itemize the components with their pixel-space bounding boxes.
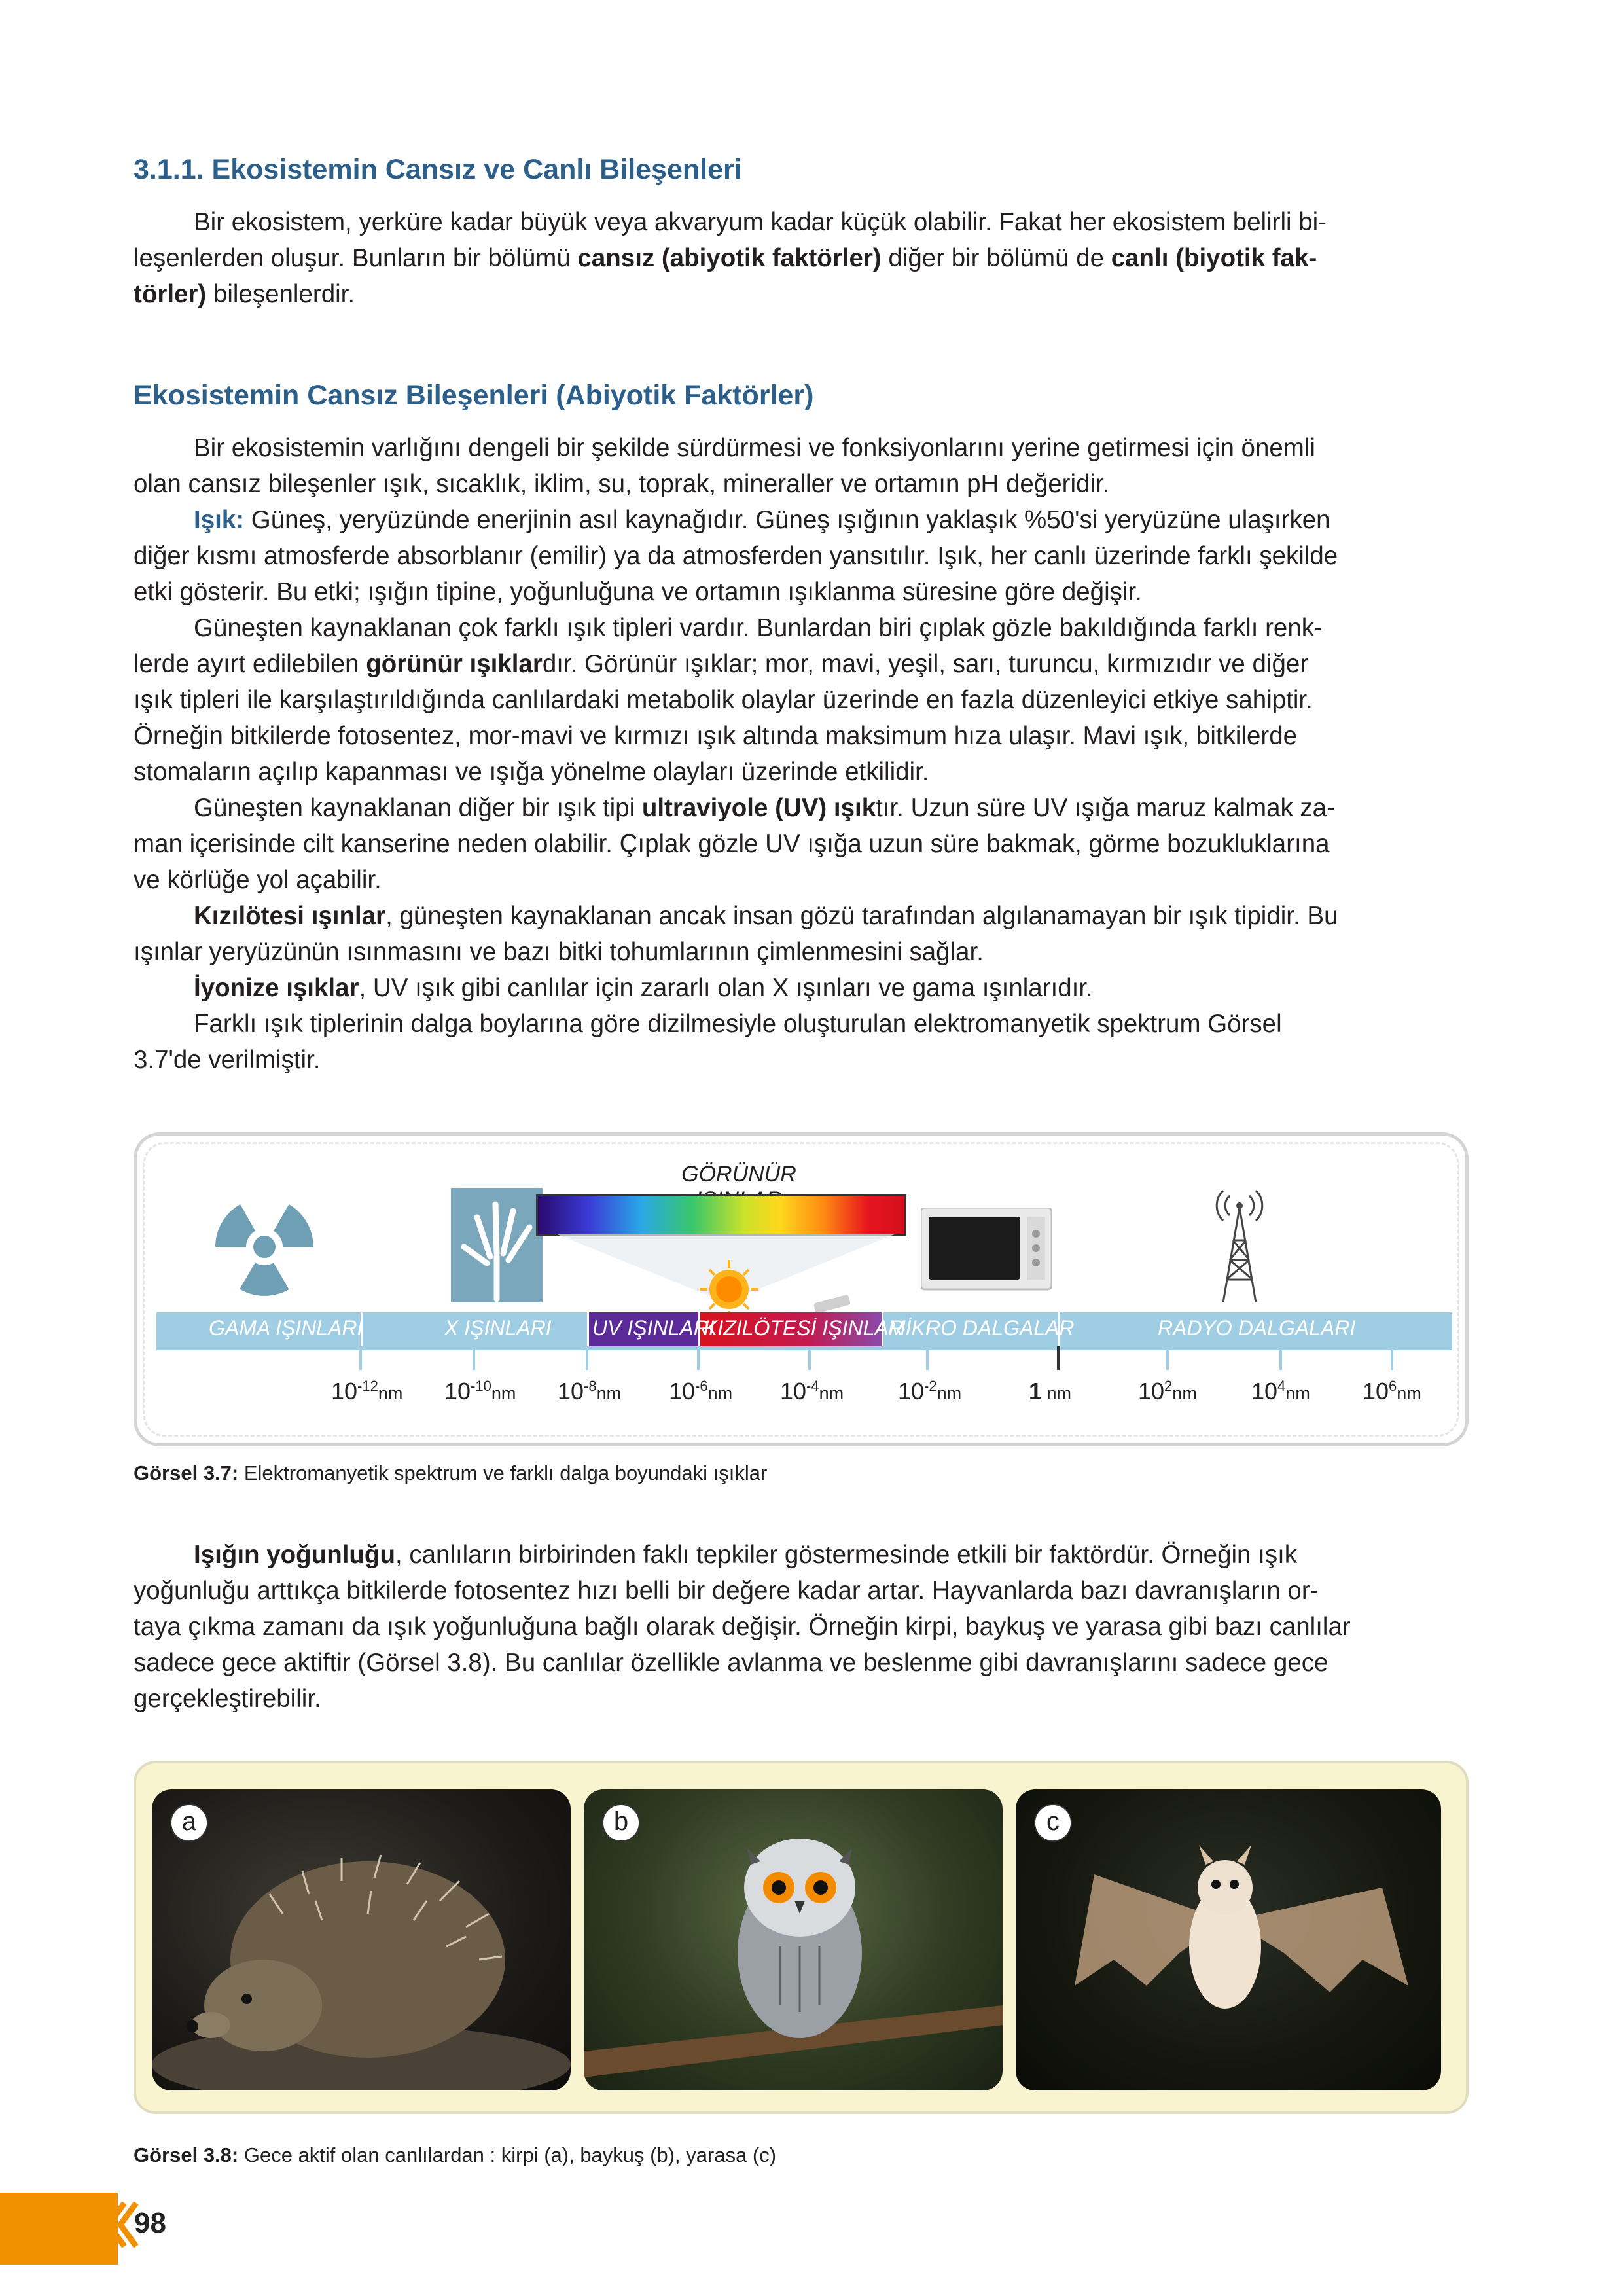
isik-term: Işık: — [194, 506, 245, 534]
microwave-icon — [921, 1208, 1052, 1293]
abiotic-line-1: Bir ekosistemin varlığını dengeli bir şekilde sürdürmesi ve fonksiyonlarını yerine getirmesi için önemli — [194, 434, 1315, 462]
page-tab — [0, 2193, 118, 2265]
band-label-uv: UV IŞINLARI — [592, 1316, 715, 1340]
axis-tick — [1166, 1346, 1169, 1370]
band-label-microwave: MİKRO DALGALAR — [888, 1316, 1075, 1340]
label-b: b — [602, 1804, 640, 1842]
uv-term: ultraviyole (UV) ışık — [641, 794, 876, 822]
subsection-title: Ekosistemin Cansız Bileşenleri (Abiyotik Faktörler) — [134, 380, 814, 411]
visible-spectrum-bar — [536, 1194, 906, 1236]
intensity-line-3: taya çıkma zamanı da ışık yoğunluğuna bağlı olarak değişir. Örneğin kirpi, baykuş ve yarasa gibi bazı canlılar — [134, 1613, 1351, 1641]
axis-tick — [1279, 1346, 1282, 1370]
radio-tower-icon — [1210, 1181, 1269, 1306]
abiotic-line-2: olan cansız bileşenler ışık, sıcaklık, iklim, su, toprak, mineraller ve ortamın pH değeridir. — [134, 470, 1110, 498]
hedgehog-photo — [152, 1789, 571, 2090]
radiation-icon — [209, 1191, 320, 1302]
visible-line-4: Örneğin bitkilerde fotosentez, mor-mavi ve kırmızı ışık altında maksimum hıza ulaşır. Mavi ışık, bitkilerde — [134, 722, 1298, 750]
caption-text: Elektromanyetik spektrum ve farklı dalga boyundaki ışıklar — [238, 1462, 768, 1484]
axis-tick — [697, 1346, 700, 1370]
visible-line-2a: lerde ayırt edilebilen — [134, 650, 366, 678]
wavelength-label: 1 nm — [1029, 1378, 1072, 1405]
spectrum-line-1: Farklı ışık tiplerinin dalga boylarına göre dizilmesiyle oluşturulan elektromanyetik spektrum Görsel — [194, 1010, 1282, 1038]
axis-tick — [808, 1346, 811, 1370]
wavelength-label: $10^{-8}nm$ — [558, 1378, 622, 1405]
biotic-term-end: törler) — [134, 280, 207, 308]
wavelength-label: $10^4nm$ — [1251, 1378, 1310, 1405]
visible-term: görünür ışıklar — [366, 650, 543, 678]
band-label-gamma: GAMA IŞINLARI — [209, 1316, 363, 1340]
figure-3-8-caption — [134, 2144, 776, 2167]
wavelength-label: $10^{-2}nm$ — [898, 1378, 962, 1405]
intensity-line-2: yoğunluğu arttıkça bitkilerde fotosentez hızı belli bir değere kadar artar. Hayvanlarda bazı davranışların or- — [134, 1577, 1319, 1605]
band-label-radio: RADYO DALGALARI — [1158, 1316, 1356, 1340]
figure-3-7-caption — [134, 1462, 767, 1485]
wavelength-label: $10^{-6}nm$ — [669, 1378, 733, 1405]
owl-photo — [584, 1789, 1003, 2090]
intro-line-1: Bir ekosistem, yerküre kadar büyük veya akvaryum kadar küçük olabilir. Fakat her ekosistem belirli bi- — [194, 208, 1327, 236]
axis-tick — [586, 1346, 588, 1370]
wavelength-label: $10^{-12}nm$ — [331, 1378, 403, 1405]
sun-prism-icon — [556, 1234, 896, 1319]
label-c: c — [1034, 1804, 1072, 1842]
wavelength-label: $10^{-10}nm$ — [444, 1378, 516, 1405]
axis-tick — [1057, 1346, 1060, 1370]
body-text — [134, 430, 1482, 1078]
bat-icon — [1016, 1789, 1441, 2090]
axis-tick — [473, 1346, 475, 1370]
wavelength-label: $10^{-4}nm$ — [780, 1378, 844, 1405]
band-separator — [587, 1312, 589, 1346]
intensity-paragraph — [134, 1537, 1482, 1717]
intro-paragraph — [134, 204, 1482, 312]
spectrum-line-2: 3.7'de verilmiştir. — [134, 1046, 321, 1074]
intensity-line-4: sadece gece aktiftir (Görsel 3.8). Bu canlılar özellikle avlanma ve beslenme gibi davranışlarını sadece gece — [134, 1649, 1329, 1677]
band-label-infrared: KIZILÖTESİ IŞINLAR — [704, 1316, 904, 1340]
visible-line-3: ışık tipleri ile karşılaştırıldığında canlılardaki metabolik olaylar üzerinde en fazla düzenleyici etkiye sahiptir. — [134, 686, 1313, 714]
hedgehog-icon — [152, 1789, 571, 2090]
spectrum-figure — [134, 1132, 1469, 1446]
visible-light-title: GÖRÜNÜR — [681, 1162, 796, 1187]
uv-line-2: man içerisinde cilt kanserine neden olabilir. Çıplak gözle UV ışığa uzun süre bakmak, görme bozukluklarına — [134, 830, 1330, 858]
visible-line-2c: dır. Görünür ışıklar; mor, mavi, yeşil, sarı, turuncu, kırmızıdır ve diğer — [542, 650, 1309, 678]
biotic-term: canlı (biyotik fak- — [1111, 244, 1317, 272]
axis-tick — [926, 1346, 929, 1370]
caption-text: Gece aktif olan canlılardan : kirpi (a), baykuş (b), yarasa (c) — [238, 2144, 777, 2166]
xray-hand-icon — [451, 1188, 543, 1302]
intensity-term: Işığın yoğunluğu — [194, 1541, 395, 1569]
band-label-xray: X IŞINLARI — [444, 1316, 552, 1340]
ionizing-line-1: , UV ışık gibi canlılar için zararlı olan X ışınları ve gama ışınlarıdır. — [359, 974, 1093, 1002]
uv-line-1c: tır. Uzun süre UV ışığa maruz kalmak za- — [876, 794, 1335, 822]
intensity-line-1: , canlıların birbirinden faklı tepkiler göstermesinde etkili bir faktördür. Örneğin ışık — [395, 1541, 1298, 1569]
spectrum-axis — [156, 1346, 1452, 1350]
uv-line-1a: Güneşten kaynaklanan diğer bir ışık tipi — [194, 794, 642, 822]
wavelength-label: $10^2nm$ — [1138, 1378, 1197, 1405]
intro-line-2a: leşenlerden oluşur. Bunların bir bölümü — [134, 244, 578, 272]
visible-line-5: stomaların açılıp kapanması ve ışığa yönelme olayları üzerinde etkilidir. — [134, 758, 929, 786]
caption-label: Görsel 3.8: — [134, 2144, 239, 2166]
intro-line-2c: diğer bir bölümü de — [881, 244, 1111, 272]
wavelength-label: $10^6nm$ — [1363, 1378, 1421, 1405]
nocturnal-animals-figure — [134, 1761, 1469, 2114]
ir-line-1: , güneşten kaynaklanan ancak insan gözü tarafından algılanamayan bir ışık tipidir. Bu — [385, 902, 1338, 930]
abiotic-term: cansız (abiyotik faktörler) — [577, 244, 882, 272]
ir-line-2: ışınlar yeryüzünün ısınmasını ve bazı bitki tohumlarının çimlenmesini sağlar. — [134, 938, 984, 966]
intro-line-3: bileşenlerdir. — [206, 280, 355, 308]
visible-line-1: Güneşten kaynaklanan çok farklı ışık tipleri vardır. Bunlardan biri çıplak gözle bakıldığında farklı renk- — [194, 614, 1323, 642]
isik-line-2: diğer kısmı atmosferde absorblanır (emilir) ya da atmosferden yansıtılır. Işık, her canlı üzerinde farklı şekilde — [134, 542, 1338, 570]
axis-tick — [1391, 1346, 1393, 1370]
section-title: 3.1.1. Ekosistemin Cansız ve Canlı Bileşenleri — [134, 154, 742, 185]
page-number: 98 — [134, 2207, 166, 2239]
axis-tick — [359, 1346, 362, 1370]
caption-label: Görsel 3.7: — [134, 1462, 239, 1484]
owl-icon — [584, 1789, 1003, 2090]
bat-photo — [1016, 1789, 1441, 2090]
intensity-line-5: gerçekleştirebilir. — [134, 1685, 321, 1713]
uv-line-3: ve körlüğe yol açabilir. — [134, 866, 382, 894]
ionizing-term: İyonize ışıklar — [194, 974, 359, 1002]
isik-line-3: etki gösterir. Bu etki; ışığın tipine, yoğunluğuna ve ortamın ışıklanma süresine göre değişir. — [134, 578, 1142, 606]
ir-term: Kızılötesi ışınlar — [194, 902, 386, 930]
label-a: a — [170, 1804, 208, 1842]
isik-line-1: Güneş, yeryüzünde enerjinin asıl kaynağıdır. Güneş ışığının yaklaşık %50'si yeryüzüne ulaşırken — [244, 506, 1330, 534]
